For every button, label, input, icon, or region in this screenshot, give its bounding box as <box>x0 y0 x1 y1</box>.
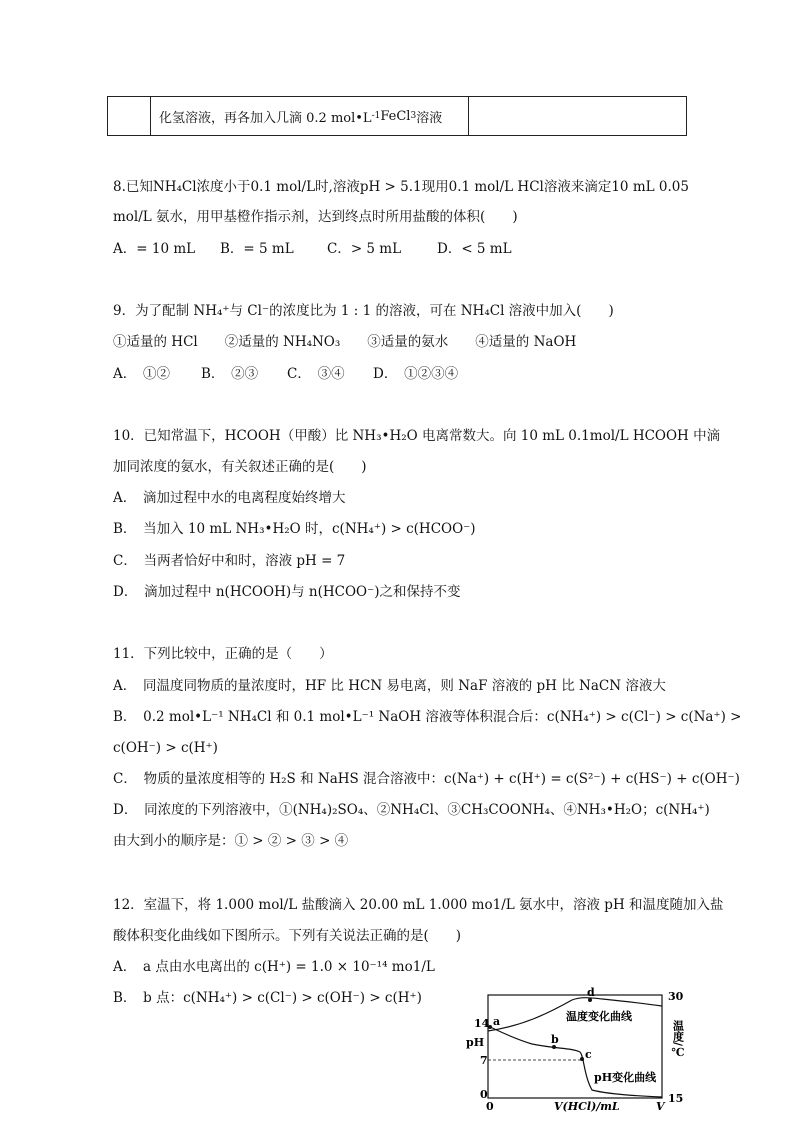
point-a-label: a <box>493 1015 501 1028</box>
point-d-label: d <box>587 986 595 999</box>
option-b: B．= 5 mL <box>220 241 294 257</box>
point-c-marker <box>580 1057 584 1061</box>
question-10-stem-cont: 加同浓度的氨水，有关叙述正确的是( ) <box>113 459 367 475</box>
temp-tick-30: 30 <box>668 990 684 1003</box>
point-b-label: b <box>551 1033 559 1046</box>
option-a: A． ①② <box>113 366 170 382</box>
question-10-option-b: B． 当加入 10 mL NH₃•H₂O 时，c(NH₄⁺) > c(HCOO⁻) <box>113 521 476 537</box>
option-d: D．< 5 mL <box>437 241 512 257</box>
right-axis-label: 温度/℃ <box>671 1020 685 1060</box>
question-11-option-b-cont: c(OH⁻) > c(H⁺) <box>113 740 218 756</box>
question-10-option-a: A． 滴加过程中水的电离程度始终增大 <box>113 490 346 506</box>
question-8-stem-cont: mol/L 氨水，用甲基橙作指示剂，达到终点时所用盐酸的体积( ) <box>113 209 518 225</box>
question-11-option-d: D． 同浓度的下列溶液中，①(NH₄)₂SO₄、②NH₄Cl、③CH₃COONH₄、④NH₃•H₂O；c(NH₄⁺) <box>113 802 710 818</box>
temperature-curve-label: 温度变化曲线 <box>566 1010 632 1023</box>
question-10-option-d: D． 滴加过程中 n(HCOOH)与 n(HCOO⁻)之和保持不变 <box>113 584 461 600</box>
question-12-option-a: A． a 点由水电离出的 c(H⁺) = 1.0 × 10⁻¹⁴ mo1/L <box>113 959 435 975</box>
question-12-option-b: B． b 点：c(NH₄⁺) > c(Cl⁻) > c(OH⁻) > c(H⁺) <box>113 990 422 1006</box>
question-8-stem: 8.已知NH₄Cl浓度小于0.1 mol/L时,溶液pH > 5.1现用0.1 mol/L HCl溶液来滴定10 mL 0.05 <box>113 179 689 195</box>
table-cell-text: 化氢溶液，再各加入几滴 0.2 mol•L -1 FeCl 3 溶液 <box>151 97 469 135</box>
option-d: D． ①②③④ <box>373 366 459 382</box>
question-11-option-c: C． 物质的量浓度相等的 H₂S 和 NaHS 混合溶液中：c(Na⁺) + c(H⁺) = c(S²⁻) + c(HS⁻) + c(OH⁻) <box>113 771 740 787</box>
point-c-label: c <box>585 1048 592 1061</box>
table-cell-empty <box>469 97 686 135</box>
question-9-choices: ①适量的 HCl ②适量的 NH₄NO₃ ③适量的氨水 ④适量的 NaOH <box>113 334 577 350</box>
ph-curve <box>488 1026 662 1097</box>
question-9-stem: 9．为了配制 NH₄⁺与 Cl⁻的浓度比为 1 : 1 的溶液，可在 NH₄Cl 溶液中加入( ) <box>113 303 614 319</box>
option-b: B． ②③ <box>201 366 259 382</box>
table-cell-empty <box>108 97 151 135</box>
option-c: C． ③④ <box>287 366 345 382</box>
question-11-stem: 11．下列比较中，正确的是（ ） <box>113 646 333 662</box>
x-axis-label: V(HCl)/mL <box>554 1100 620 1113</box>
table-row <box>107 96 687 136</box>
question-9-options <box>113 365 458 383</box>
option-c: C．> 5 mL <box>327 241 402 257</box>
ph-tick-0: 0 <box>480 1088 488 1101</box>
ph-tick-14: 14 <box>474 1017 490 1030</box>
question-11-option-b: B． 0.2 mol•L⁻¹ NH₄Cl 和 0.1 mol•L⁻¹ NaOH 溶液等体积混合后：c(NH₄⁺) > c(Cl⁻) > c(Na⁺) > <box>113 709 742 725</box>
question-8-options <box>113 240 512 258</box>
temp-tick-15: 15 <box>668 1092 684 1105</box>
question-11-option-a: A． 同温度同物质的量浓度时，HF 比 HCN 易电离，则 NaF 溶液的 pH 比 NaCN 溶液大 <box>113 678 666 694</box>
ph-tick-7: 7 <box>480 1054 488 1067</box>
question-12-stem: 12．室温下，将 1.000 mol/L 盐酸滴入 20.00 mL 1.000 mo1/L 氨水中，溶液 pH 和温度随加入盐 <box>113 897 724 913</box>
x-axis-end: V <box>656 1100 665 1113</box>
ph-curve-label: pH变化曲线 <box>594 1071 657 1084</box>
titration-figure <box>462 986 694 1114</box>
question-12-stem-cont: 酸体积变化曲线如下图所示。下列有关说法正确的是( ) <box>113 928 462 944</box>
question-10-stem: 10．已知常温下，HCOOH（甲酸）比 NH₃•H₂O 电离常数大。向 10 mL 0.1mol/L HCOOH 中滴 <box>113 428 721 444</box>
left-axis-label: pH <box>466 1036 485 1049</box>
option-a: A．= 10 mL <box>113 241 196 257</box>
x-tick-0: 0 <box>486 1100 494 1113</box>
question-11-option-d-cont: 由大到小的顺序是：① > ② > ③ > ④ <box>113 833 349 849</box>
question-10-option-c: C． 当两者恰好中和时，溶液 pH = 7 <box>113 553 346 569</box>
